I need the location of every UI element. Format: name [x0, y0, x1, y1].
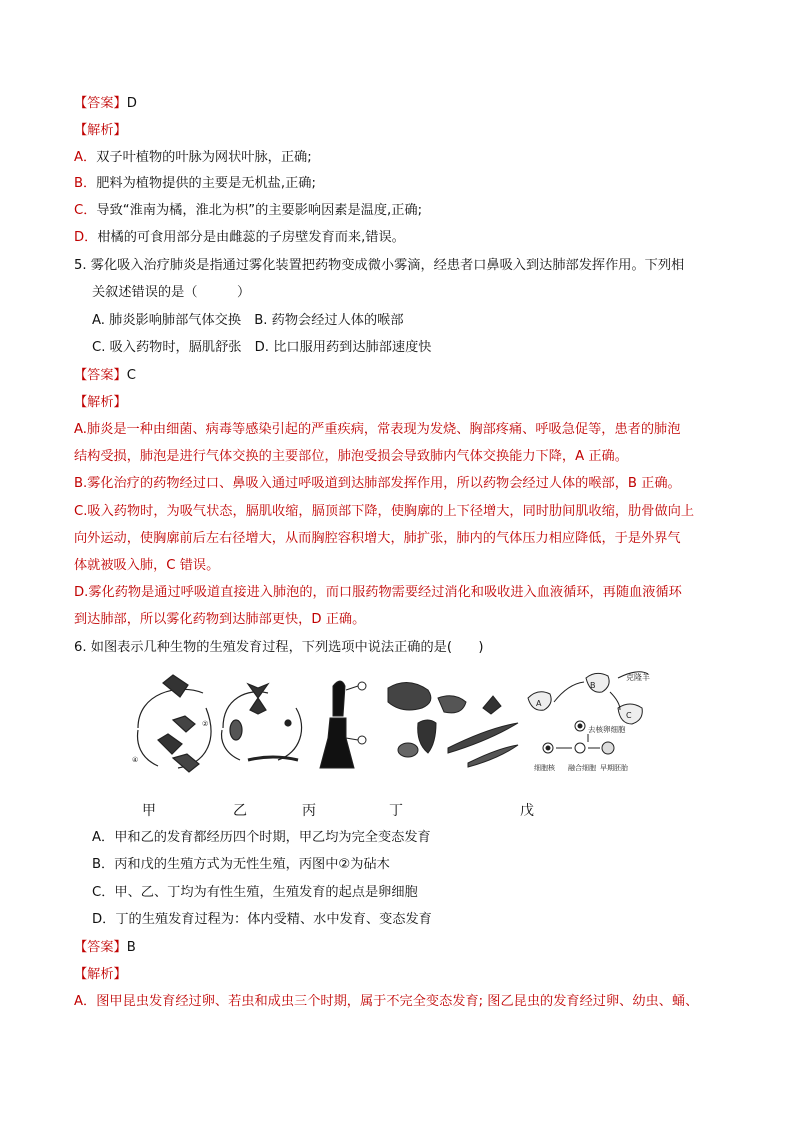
- frog-cycle-illustration: [388, 682, 518, 767]
- q6-option: B．丙和戊的生殖方式为无性生殖，丙图中②为砧木: [92, 857, 390, 872]
- line-key: A．: [74, 150, 97, 165]
- line-text: 图甲昆虫发育经过卵、若虫和成虫三个时期，属于不完全变态发育; 图乙昆虫的发育经过卵、幼虫、蛹、: [96, 994, 699, 1009]
- q5-analysis-text: B.雾化治疗的药物经过口、鼻吸入通过呼吸道到达肺部发挥作用，所以药物会经过人体的喉部，B 正确。: [74, 476, 681, 491]
- label-clone-sheep: 克隆羊: [626, 673, 650, 682]
- q5-stem-cont: 关叙述错误的是（ ）: [92, 285, 251, 300]
- q6-option: A．甲和乙的发育都经历四个时期，甲乙均为完全变态发育: [92, 830, 431, 845]
- answer-value: D: [126, 96, 137, 111]
- line-text: 导致“淮南为橘，淮北为枳”的主要影响因素是温度,正确;: [96, 203, 423, 218]
- answer-value: B: [126, 940, 136, 955]
- life-cycle-figure: [118, 668, 670, 790]
- svg-text:②: ②: [202, 720, 209, 728]
- q6-answer-line: [74, 938, 136, 958]
- label-nucleus: 细胞核: [534, 764, 555, 772]
- answer-label: 【答案】: [74, 96, 127, 111]
- q5-analysis-text: D.雾化药物是通过呼吸道直接进入肺泡的，而口服药物需要经过消化和吸收进入血液循环，再随血液循环: [74, 585, 682, 600]
- line-text: 双子叶植物的叶脉为网状叶脉，正确;: [96, 150, 312, 165]
- label-enucleated-egg: 去核卵细胞: [588, 725, 626, 734]
- line-key: A．: [74, 994, 97, 1009]
- q5-analysis-text: 向外运动，使胸廓前后左右径增大，从而胸腔容积增大，肺扩张，肺内的气体压力相应降低，于是外界气: [74, 531, 681, 546]
- q5-analysis-text: 结构受损，肺泡是进行气体交换的主要部位，肺泡受损会导致肺内气体交换能力下降，A 正确。: [74, 449, 628, 464]
- label-a: A: [536, 699, 542, 708]
- q5-stem: 5. 雾化吸入治疗肺炎是指通过雾化装置把药物变成微小雾滴，经患者口鼻吸入到达肺部发挥作用。下列相: [74, 258, 685, 273]
- q4-answer-line: [74, 94, 137, 114]
- label-early-embryo: 早期胚胎: [600, 764, 628, 772]
- label-c: C: [626, 711, 632, 720]
- butterfly-cycle-illustration: [222, 684, 302, 760]
- q4-analysis-line: [74, 228, 405, 248]
- q5-analysis-text: C.吸入药物时，为吸气状态，膈肌收缩，膈顶部下降，使胸廓的上下径增大，同时肋间肌收缩，肋骨做向上: [74, 504, 695, 519]
- q5-options-row: C. 吸入药物时，膈肌舒张 D. 比口服用药到达肺部速度快: [92, 340, 432, 355]
- line-key: B．: [74, 176, 97, 191]
- svg-text:④: ④: [132, 756, 139, 764]
- q5-answer-line: [74, 366, 136, 386]
- caption-yi: 乙: [233, 803, 247, 819]
- q5-analysis-text: A.肺炎是一种由细菌、病毒等感染引起的严重疾病，常表现为发烧、胸部疼痛、呼吸急促等，患者的肺泡: [74, 422, 681, 437]
- caption-wu: 戊: [520, 803, 534, 819]
- q4-analysis-line: [74, 148, 312, 168]
- q4-analysis-line: [74, 201, 422, 221]
- line-key: C．: [74, 203, 97, 218]
- grasshopper-cycle-illustration: [132, 675, 211, 772]
- line-key: D．: [74, 230, 98, 245]
- caption-ding: 丁: [389, 803, 403, 819]
- q6-analysis-label: 【解析】: [74, 967, 127, 982]
- q5-analysis-text: 体就被吸入肺，C 错误。: [74, 558, 220, 573]
- line-text: 肥料为植物提供的主要是无机盐,正确;: [96, 176, 316, 191]
- answer-label: 【答案】: [74, 368, 127, 383]
- grafting-illustration: [320, 681, 366, 768]
- answer-label: 【答案】: [74, 940, 127, 955]
- caption-jia: 甲: [142, 803, 156, 819]
- answer-value: C: [126, 368, 136, 383]
- q4-analysis-label: 【解析】: [74, 123, 127, 138]
- q5-analysis-label: 【解析】: [74, 395, 127, 410]
- q5-options-row: A. 肺炎影响肺部气体交换 B. 药物会经过人体的喉部: [92, 313, 404, 328]
- line-text: 柑橘的可食用部分是由雌蕊的子房壁发育而来,错误。: [97, 230, 405, 245]
- label-b: B: [590, 681, 596, 690]
- q4-analysis-line: [74, 174, 316, 194]
- q5-analysis-text: 到达肺部，所以雾化药物到达肺部更快，D 正确。: [74, 612, 366, 627]
- q6-stem: 6. 如图表示几种生物的生殖发育过程，下列选项中说法正确的是( ): [74, 640, 484, 655]
- q6-analysis-line: [74, 992, 698, 1012]
- q6-option: D．丁的生殖发育过程为：体内受精、水中发育、变态发育: [92, 912, 432, 927]
- label-fused-cell: 融合细胞: [568, 764, 596, 772]
- caption-bing: 丙: [302, 803, 316, 819]
- cloning-diagram: [528, 672, 650, 772]
- q6-option: C．甲、乙、丁均为有性生殖，生殖发育的起点是卵细胞: [92, 885, 418, 900]
